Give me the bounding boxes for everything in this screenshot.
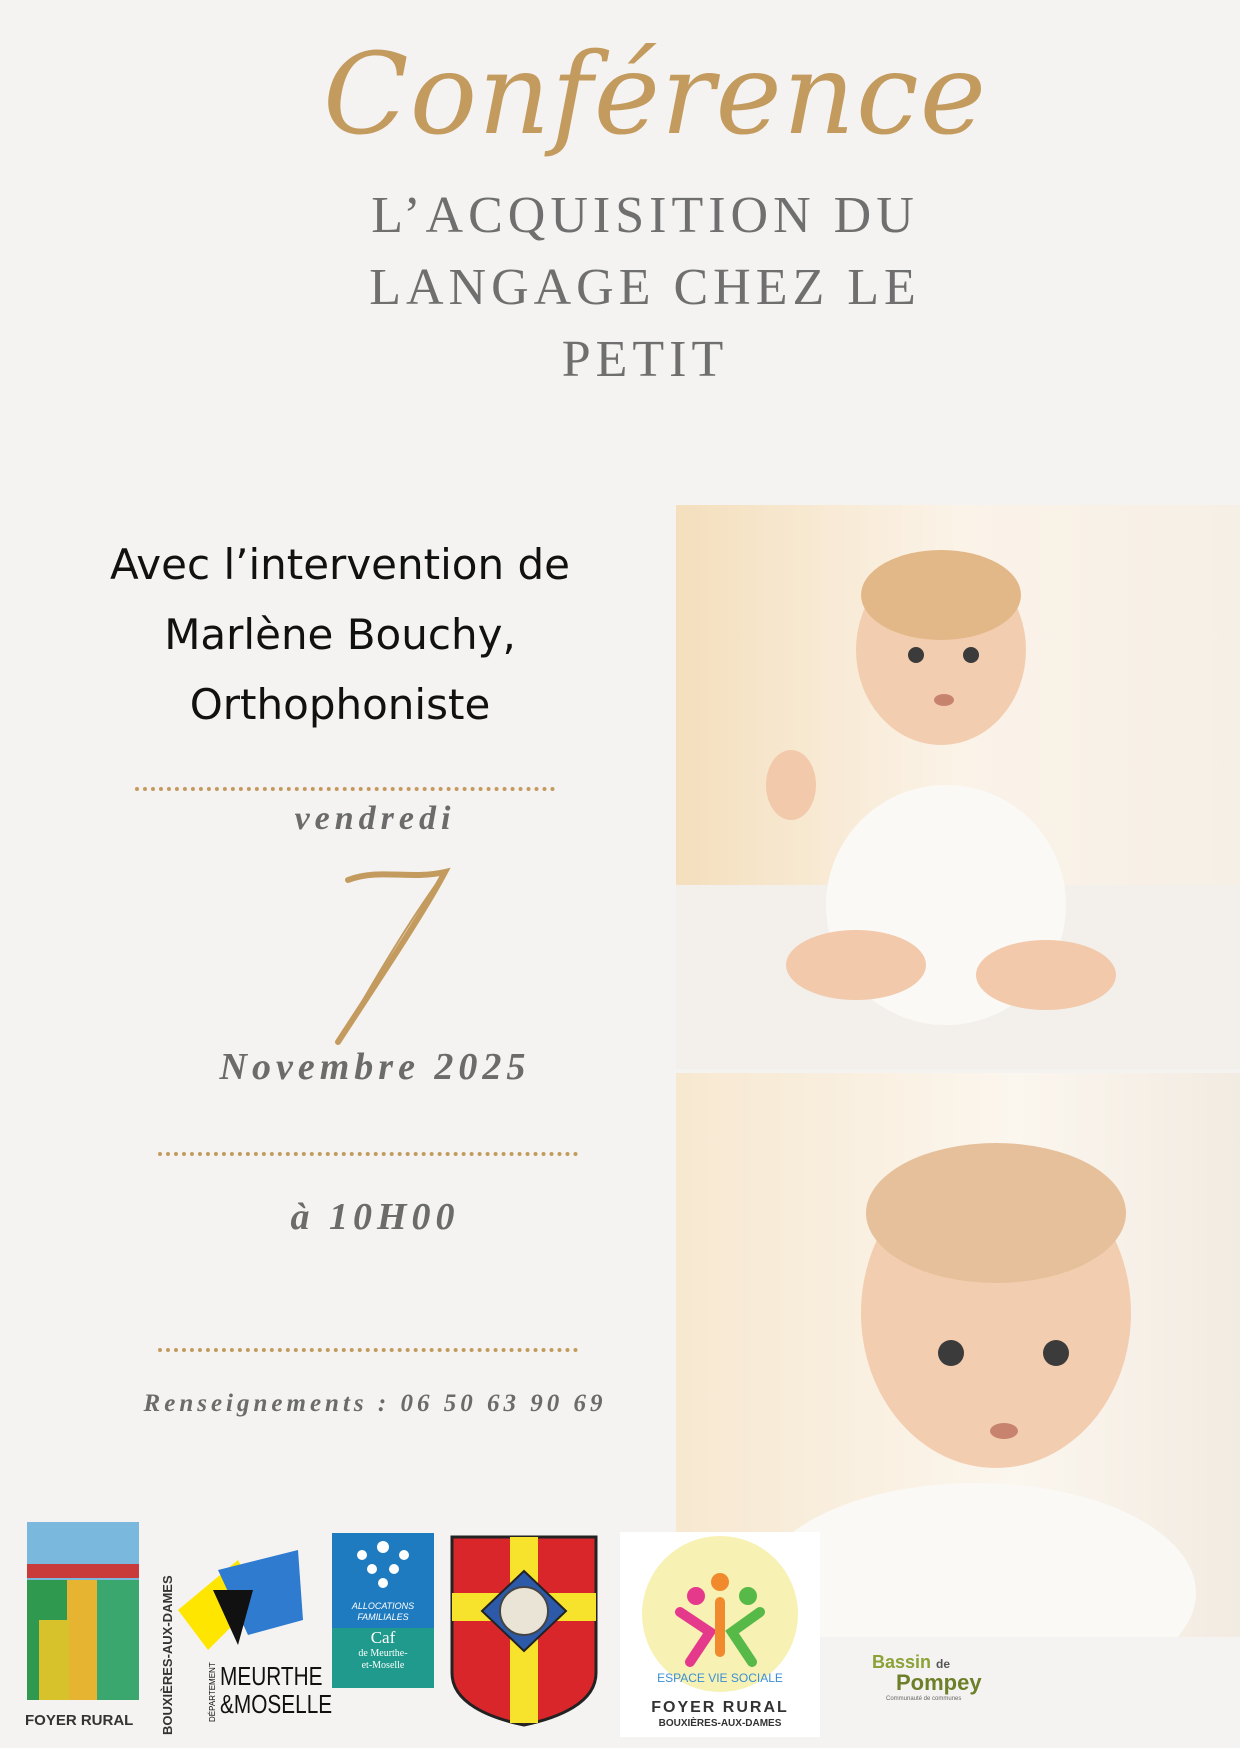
departement-name-1: MEURTHE: [220, 1661, 323, 1691]
subtitle-line-3: PETIT: [561, 331, 729, 388]
day-seven-glyph: [290, 850, 490, 1050]
pompey-line1: Bassin: [872, 1652, 932, 1672]
logo-departement: [168, 1550, 333, 1725]
event-weekday: vendredi: [294, 800, 456, 837]
departement-prefix: DÉPARTEMENT: [208, 1662, 217, 1722]
conference-subtitle: [320, 180, 970, 396]
pompey-line2: Pompey: [896, 1670, 982, 1695]
baby-photo-top: [676, 505, 1240, 1069]
event-time: à 10H00: [290, 1196, 460, 1238]
evs-arc-text: ESPACE VIE SOCIALE: [657, 1671, 783, 1685]
event-day: [290, 850, 490, 1050]
caf-sub-1: de Meurthe-: [358, 1648, 408, 1659]
speaker-block: [40, 530, 640, 740]
foyer-rural-side-label: BOUXIÈRES-AUX-DAMES: [160, 1575, 175, 1735]
info-phone: Renseignements : 06 50 63 90 69: [143, 1390, 607, 1417]
evs-bouxieres: BOUXIÈRES-AUX-DAMES: [658, 1718, 782, 1729]
logo-bassin-de-pompey: [826, 1638, 1016, 1708]
event-month-year: Novembre 2025: [219, 1046, 531, 1088]
caf-sub-2: et-Moselle: [361, 1660, 405, 1671]
subtitle-line-1: L’ACQUISITION DU: [371, 187, 919, 244]
caf-name: Caf: [370, 1628, 396, 1647]
speaker-line-1: Avec l’intervention de: [110, 540, 570, 589]
caf-figures-icon: [332, 1533, 434, 1603]
dotted-divider-2: [158, 1152, 578, 1156]
conference-script-title: Conférence: [323, 30, 987, 160]
logo-coat-of-arms: [448, 1533, 600, 1728]
caf-top-1: ALLOCATIONS: [351, 1601, 415, 1611]
pompey-de: de: [936, 1657, 951, 1671]
logo-caf: [332, 1533, 434, 1688]
departement-name-2: &MOSELLE: [220, 1689, 333, 1719]
logo-evs: [620, 1532, 820, 1737]
foyer-rural-label: FOYER RURAL: [25, 1712, 134, 1729]
dotted-divider-1: [135, 787, 555, 791]
dotted-divider-3: [158, 1348, 578, 1352]
speaker-name: Marlène Bouchy,: [164, 610, 516, 659]
pompey-tag: Communauté de communes: [886, 1696, 962, 1702]
caf-top-2: FAMILIALES: [357, 1612, 409, 1622]
subtitle-line-2: LANGAGE CHEZ LE: [369, 259, 921, 316]
speaker-role: Orthophoniste: [189, 680, 491, 729]
logo-foyer-rural: [25, 1520, 175, 1735]
evs-foyer-rural: FOYER RURAL: [651, 1699, 789, 1716]
